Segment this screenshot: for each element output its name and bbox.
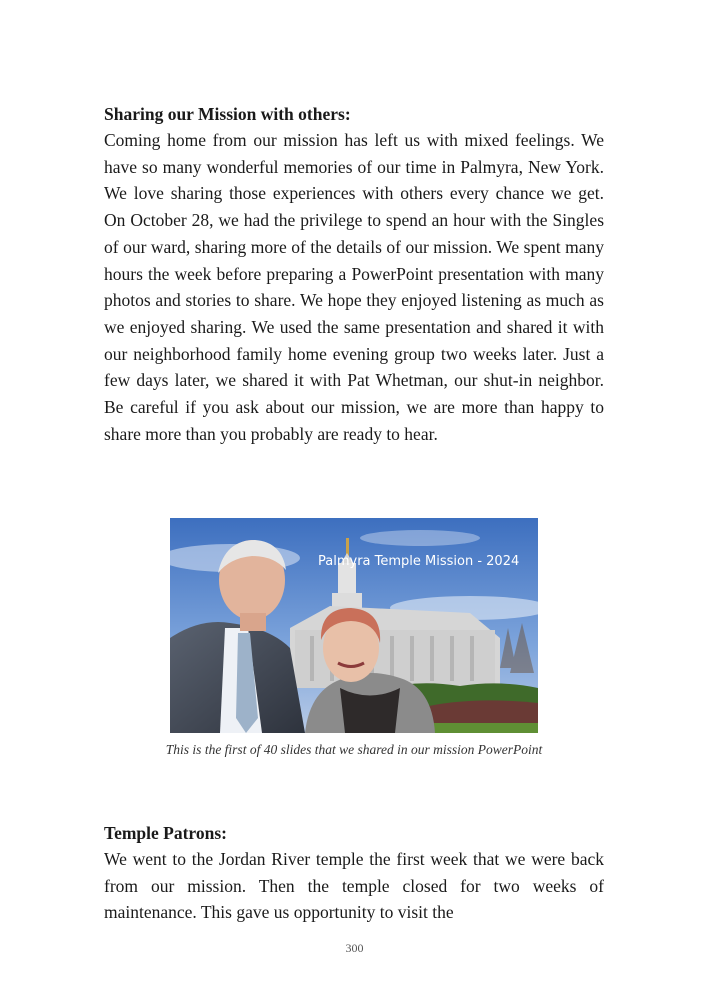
section-paragraph-temple-patrons: We went to the Jordan River temple the first week that we were back from our mission. Then the temple closed for two weeks of maintenance. This gave us opportunity to visit the	[104, 849, 604, 923]
page-number: 300	[345, 941, 364, 955]
section-heading-sharing-mission: Sharing our Mission with others:	[104, 104, 351, 124]
section-heading-temple-patrons: Temple Patrons:	[104, 823, 227, 843]
photo-caption: This is the first of 40 slides that we shared in our mission PowerPoint	[165, 742, 543, 757]
section-paragraph-sharing-mission: Coming home from our mission has left us with mixed feelings. We have so many wonderful memories of our time in Palmyra, New York. We love sharing those experiences with others every chance we get. On October 28, we had the privilege to spend an hour with the Singles of our ward, sharing more of the details of our mission. We spent many hours the week before preparing a PowerPoint presentation with many photos and stories to share. We hope they enjoyed listening as much as we enjoyed sharing. We used the same presentation and shared it with our neighborhood family home evening group two weeks later. Just a few days later, we shared it with Pat Whetman, our shut-in neighbor. Be careful if you ask about our mission, we are more than happy to share more than you probably are ready to hear.	[104, 130, 604, 444]
mission-photo	[170, 518, 538, 733]
photo-overlay-title: Palmyra Temple Mission - 2024	[318, 554, 520, 569]
